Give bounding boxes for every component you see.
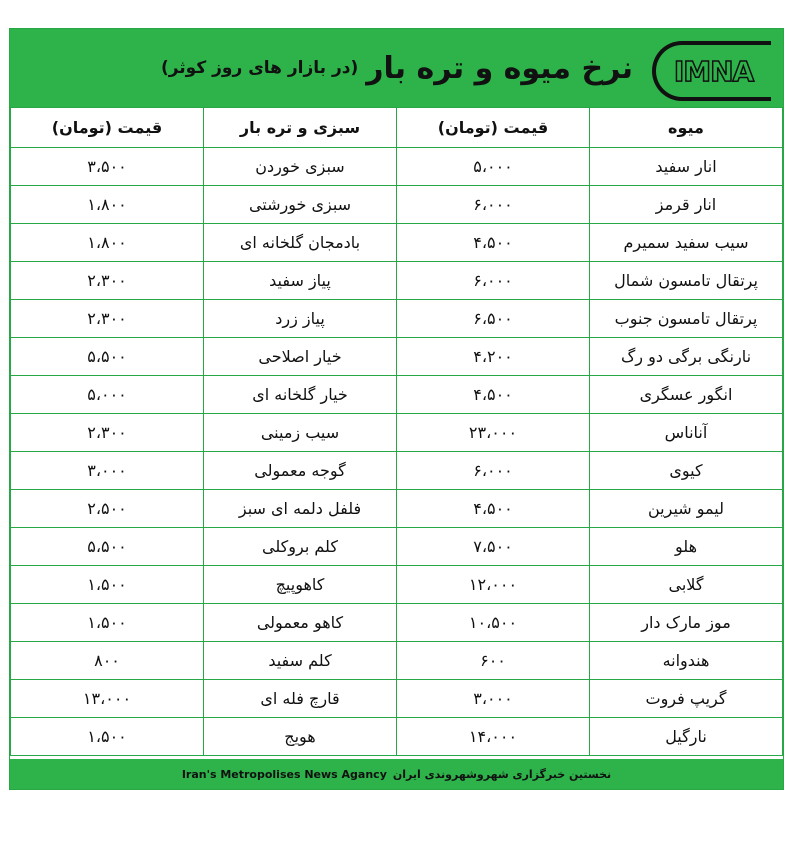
cell-fruit: موز مارک دار [590, 604, 783, 642]
table-row [11, 338, 783, 376]
cell-fruit-price: ۴،۵۰۰ [397, 490, 590, 528]
cell-veg: سبزی خوردن [204, 148, 397, 186]
cell-veg-price: ۳،۰۰۰ [11, 452, 204, 490]
cell-veg: خیار گلخانه ای [204, 376, 397, 414]
footer-text-fa: نخستین خبرگزاری شهروشهروندی ایران [392, 767, 612, 781]
col-fruit: میوه [590, 108, 783, 148]
table-row [11, 186, 783, 224]
cell-veg-price: ۸۰۰ [11, 642, 204, 680]
table-row [11, 148, 783, 186]
cell-veg-price: ۲،۵۰۰ [11, 490, 204, 528]
cell-fruit-price: ۶،۰۰۰ [397, 186, 590, 224]
cell-fruit: انگور عسگری [590, 376, 783, 414]
cell-veg: گوجه معمولی [204, 452, 397, 490]
cell-fruit-price: ۶،۰۰۰ [397, 452, 590, 490]
price-infographic [9, 28, 784, 790]
cell-fruit-price: ۱۰،۵۰۰ [397, 604, 590, 642]
table-row [11, 528, 783, 566]
cell-fruit: نارنگی برگی دو رگ [590, 338, 783, 376]
imna-logo: IMNA [652, 41, 771, 101]
cell-fruit: آناناس [590, 414, 783, 452]
table-row [11, 718, 783, 756]
cell-fruit: سیب سفید سمیرم [590, 224, 783, 262]
cell-fruit-price: ۲۳،۰۰۰ [397, 414, 590, 452]
table-row [11, 224, 783, 262]
table-row [11, 642, 783, 680]
cell-fruit: نارگیل [590, 718, 783, 756]
cell-fruit: هلو [590, 528, 783, 566]
cell-fruit: هندوانه [590, 642, 783, 680]
cell-fruit-price: ۶۰۰ [397, 642, 590, 680]
cell-fruit: گریپ فروت [590, 680, 783, 718]
table-row [11, 566, 783, 604]
table-header-row [11, 108, 783, 148]
col-fruit-price: قیمت (تومان) [397, 108, 590, 148]
table-row [11, 452, 783, 490]
cell-fruit-price: ۵،۰۰۰ [397, 148, 590, 186]
cell-veg: سیب زمینی [204, 414, 397, 452]
table-row [11, 414, 783, 452]
cell-fruit-price: ۷،۵۰۰ [397, 528, 590, 566]
table-row [11, 262, 783, 300]
cell-veg-price: ۱،۵۰۰ [11, 566, 204, 604]
cell-veg-price: ۵،۰۰۰ [11, 376, 204, 414]
cell-veg-price: ۱،۵۰۰ [11, 604, 204, 642]
cell-veg-price: ۲،۳۰۰ [11, 414, 204, 452]
table-row [11, 680, 783, 718]
cell-fruit: پرتقال تامسون شمال [590, 262, 783, 300]
cell-fruit-price: ۱۲،۰۰۰ [397, 566, 590, 604]
cell-veg-price: ۲،۳۰۰ [11, 262, 204, 300]
cell-veg: خیار اصلاحی [204, 338, 397, 376]
table-row [11, 300, 783, 338]
cell-veg: سبزی خورشتی [204, 186, 397, 224]
cell-veg-price: ۲،۳۰۰ [11, 300, 204, 338]
cell-veg: فلفل دلمه ای سبز [204, 490, 397, 528]
cell-fruit-price: ۱۴،۰۰۰ [397, 718, 590, 756]
cell-fruit-price: ۶،۰۰۰ [397, 262, 590, 300]
cell-veg: قارچ فله ای [204, 680, 397, 718]
price-table [10, 107, 783, 756]
cell-veg: کلم سفید [204, 642, 397, 680]
header-banner [10, 29, 783, 107]
page-title: نرخ میوه و تره بار [366, 50, 633, 86]
table-row [11, 604, 783, 642]
cell-veg: کاهوپیچ [204, 566, 397, 604]
cell-fruit: انار سفید [590, 148, 783, 186]
footer-text-en: Iran's Metropolises News Agancy [181, 767, 387, 781]
table-row [11, 376, 783, 414]
cell-fruit: لیمو شیرین [590, 490, 783, 528]
cell-fruit: گلابی [590, 566, 783, 604]
cell-fruit: انار قرمز [590, 186, 783, 224]
table-row [11, 490, 783, 528]
cell-veg: پیاز زرد [204, 300, 397, 338]
cell-fruit-price: ۴،۲۰۰ [397, 338, 590, 376]
cell-veg: هویج [204, 718, 397, 756]
cell-veg-price: ۱۳،۰۰۰ [11, 680, 204, 718]
col-veg: سبزی و تره بار [204, 108, 397, 148]
cell-veg-price: ۵،۵۰۰ [11, 338, 204, 376]
cell-veg-price: ۵،۵۰۰ [11, 528, 204, 566]
cell-veg-price: ۱،۵۰۰ [11, 718, 204, 756]
page-subtitle: (در بازار های روز کوثر) [160, 58, 359, 78]
cell-fruit-price: ۳،۰۰۰ [397, 680, 590, 718]
cell-veg-price: ۳،۵۰۰ [11, 148, 204, 186]
footer-banner [10, 759, 783, 789]
col-veg-price: قیمت (تومان) [11, 108, 204, 148]
cell-veg-price: ۱،۸۰۰ [11, 224, 204, 262]
cell-veg: کاهو معمولی [204, 604, 397, 642]
cell-veg-price: ۱،۸۰۰ [11, 186, 204, 224]
cell-veg: بادمجان گلخانه ای [204, 224, 397, 262]
cell-fruit-price: ۶،۵۰۰ [397, 300, 590, 338]
cell-fruit: کیوی [590, 452, 783, 490]
cell-fruit-price: ۴،۵۰۰ [397, 224, 590, 262]
cell-fruit-price: ۴،۵۰۰ [397, 376, 590, 414]
cell-veg: کلم بروکلی [204, 528, 397, 566]
cell-veg: پیاز سفید [204, 262, 397, 300]
cell-fruit: پرتقال تامسون جنوب [590, 300, 783, 338]
